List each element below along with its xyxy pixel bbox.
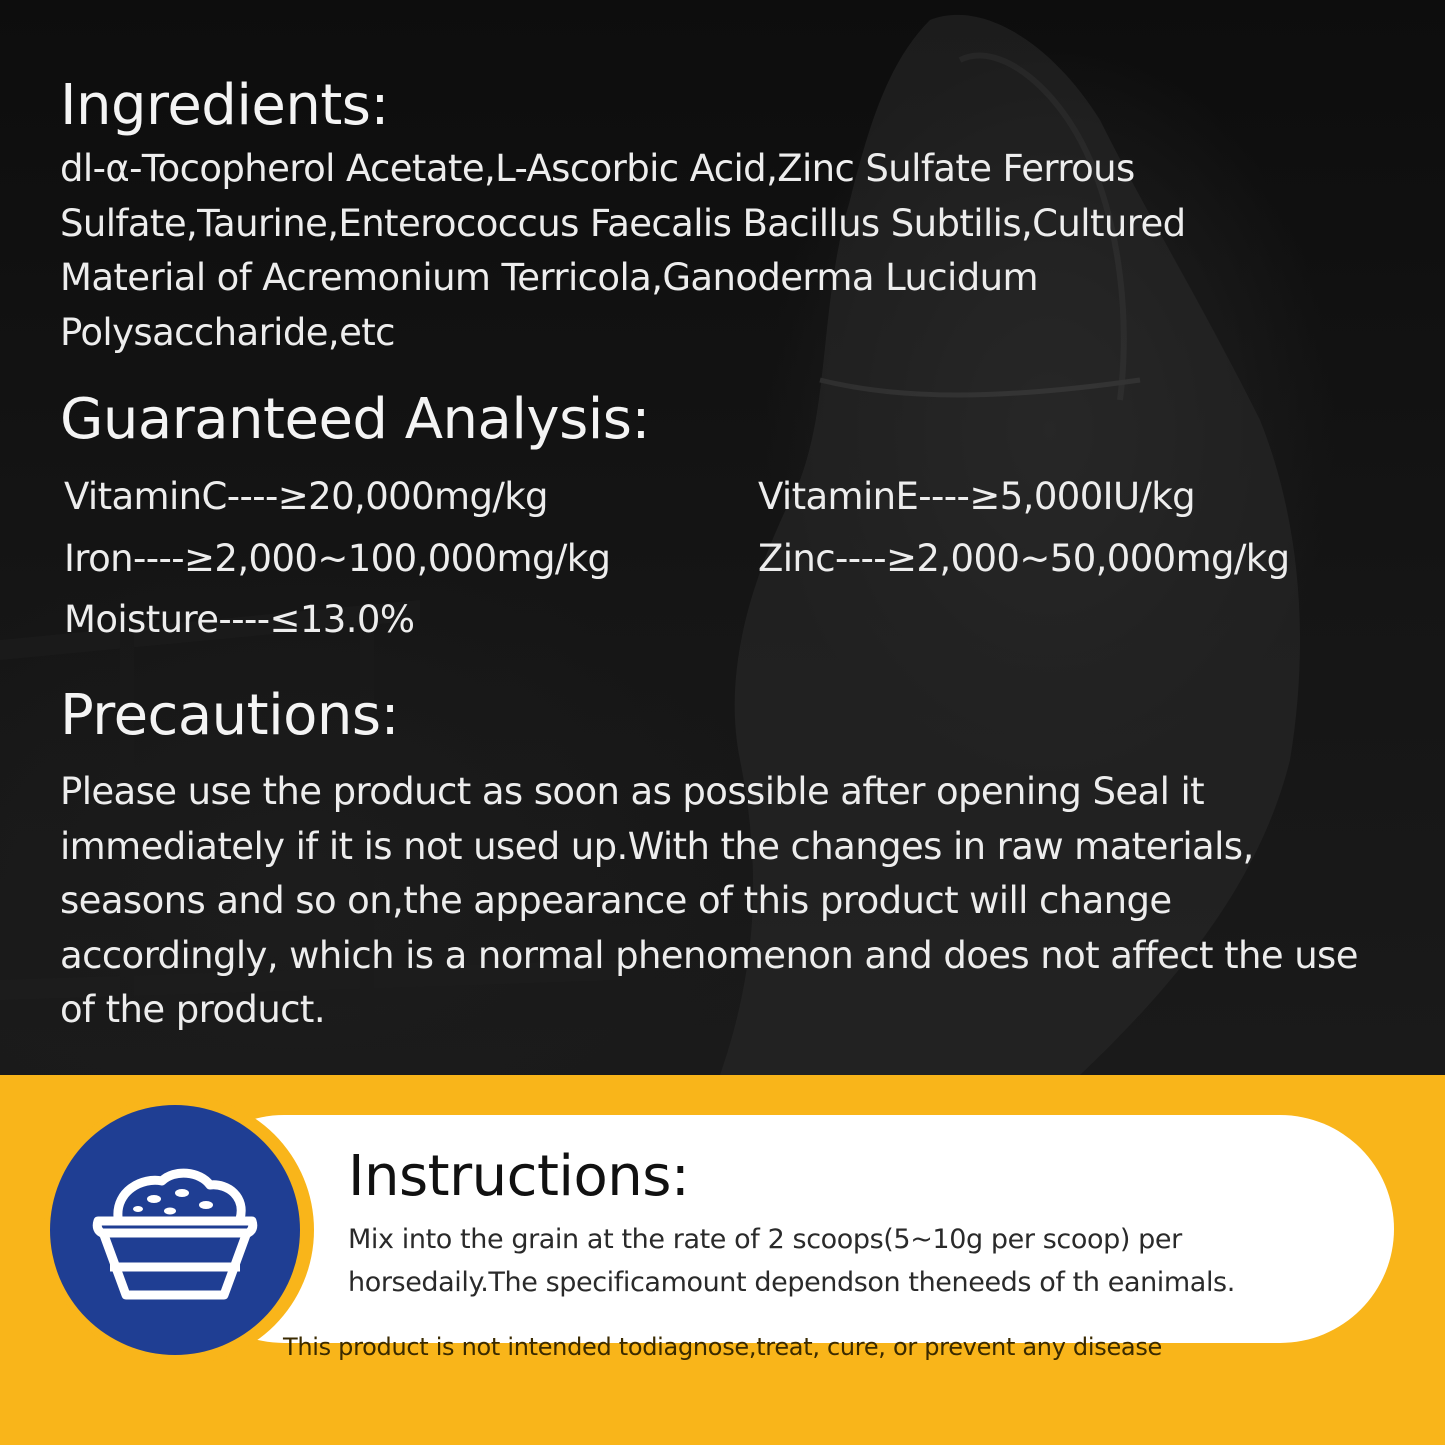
precautions-heading: Precautions:	[60, 683, 399, 748]
analysis-item-iron: Iron----≥2,000~100,000mg/kg	[64, 537, 611, 580]
disclaimer-text: This product is not intended todiagnose,treat, cure, or prevent any disease	[282, 1333, 1162, 1361]
instructions-heading: Instructions:	[348, 1144, 690, 1209]
analysis-item-zinc: Zinc----≥2,000~50,000mg/kg	[758, 537, 1290, 580]
analysis-item-moisture: Moisture----≤13.0%	[64, 598, 415, 641]
instructions-text: Mix into the grain at the rate of 2 scoops(5~10g per scoop) per horsedaily.The specificamount dependson theneeds of th eanimals.	[348, 1224, 1235, 1298]
ingredients-heading: Ingredients:	[60, 73, 389, 138]
guaranteed-analysis-heading: Guaranteed Analysis:	[60, 387, 650, 452]
analysis-item-vitamin-e: VitaminE----≥5,000IU/kg	[758, 475, 1196, 518]
analysis-item-vitamin-c: VitaminC----≥20,000mg/kg	[64, 475, 548, 518]
instructions-panel	[0, 1075, 1445, 1445]
food-bowl-icon	[50, 1105, 300, 1355]
ingredients-text: dl-α-Tocopherol Acetate,L-Ascorbic Acid,Zinc Sulfate Ferrous Sulfate,Taurine,Enterococcus Faecalis Bacillus Subtilis,Cultured Material of Acremonium Terricola,Ganoderma Lucidum Polysaccharide,etc	[60, 147, 1186, 354]
precautions-text: Please use the product as soon as possible after opening Seal it immediately if it is not used up.With the changes in raw materials, seasons and so on,the appearance of this product will change accordingly, which is a normal phenomenon and does not affect the use of the product.	[60, 770, 1358, 1031]
